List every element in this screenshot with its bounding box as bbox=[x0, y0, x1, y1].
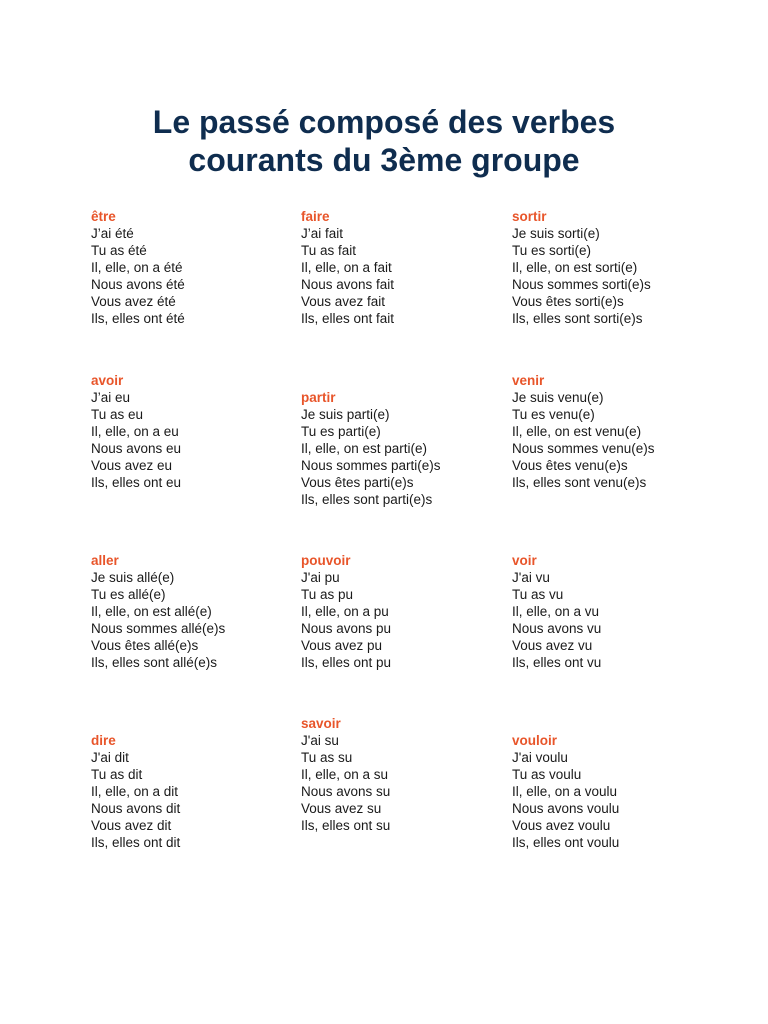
conjugation-line: Je suis sorti(e) bbox=[512, 226, 600, 241]
conjugation-line: Vous êtes venu(e)s bbox=[512, 458, 628, 473]
conjugation-line: Il, elle, on a pu bbox=[301, 604, 389, 619]
conjugation-line: Ils, elles sont allé(e)s bbox=[91, 655, 218, 670]
conjugation-line: Je suis parti(e) bbox=[301, 407, 390, 422]
conjugation-line: Tu as vu bbox=[512, 587, 564, 602]
conjugation-line: Vous êtes parti(e)s bbox=[301, 475, 414, 490]
conjugation-line: Tu es allé(e) bbox=[91, 587, 166, 602]
conjugation-line: Tu as su bbox=[301, 750, 353, 765]
conjugation-line: Il, elle, on est sorti(e) bbox=[512, 260, 638, 275]
verb-block-vouloir bbox=[512, 732, 752, 851]
conjugation-line: Vous avez su bbox=[301, 801, 382, 816]
conjugation-list bbox=[91, 389, 331, 491]
conjugation-line: Vous avez fait bbox=[301, 294, 386, 309]
conjugation-list bbox=[91, 225, 331, 327]
conjugation-list bbox=[512, 569, 752, 671]
verb-block-venir bbox=[512, 372, 752, 491]
verb-name: faire bbox=[301, 209, 330, 224]
conjugation-line: Nous sommes venu(e)s bbox=[512, 441, 655, 456]
verb-name: être bbox=[91, 209, 116, 224]
conjugation-line: Il, elle, on a eu bbox=[91, 424, 179, 439]
conjugation-line: Il, elle, on est venu(e) bbox=[512, 424, 642, 439]
conjugation-line: Ils, elles ont eu bbox=[91, 475, 182, 490]
conjugation-line: Vous avez voulu bbox=[512, 818, 611, 833]
conjugation-line: Ils, elles ont vu bbox=[512, 655, 602, 670]
conjugation-line: Ils, elles sont venu(e)s bbox=[512, 475, 647, 490]
conjugation-line: J'ai pu bbox=[301, 570, 340, 585]
conjugation-line: Vous avez pu bbox=[301, 638, 383, 653]
conjugation-line: Ils, elles sont sorti(e)s bbox=[512, 311, 643, 326]
conjugation-line: Je suis venu(e) bbox=[512, 390, 604, 405]
conjugation-line: J'ai vu bbox=[512, 570, 550, 585]
conjugation-line: Nous avons été bbox=[91, 277, 185, 292]
conjugation-line: Nous avons eu bbox=[91, 441, 182, 456]
conjugation-line: J'ai voulu bbox=[512, 750, 568, 765]
verb-block-avoir bbox=[91, 372, 331, 491]
verb-name: vouloir bbox=[512, 733, 558, 748]
conjugation-line: Nous avons su bbox=[301, 784, 391, 799]
conjugation-line: Il, elle, on est parti(e) bbox=[301, 441, 428, 456]
conjugation-line: Tu as eu bbox=[91, 407, 144, 422]
conjugation-line: Nous sommes allé(e)s bbox=[91, 621, 226, 636]
conjugation-list bbox=[91, 569, 331, 671]
page-title-line-1: Le passé composé des verbes bbox=[152, 104, 616, 140]
conjugation-line: Il, elle, on est allé(e) bbox=[91, 604, 212, 619]
verb-block-voir bbox=[512, 552, 752, 671]
conjugation-line: Tu as fait bbox=[301, 243, 357, 258]
conjugation-line: Nous sommes sorti(e)s bbox=[512, 277, 651, 292]
conjugation-line: Il, elle, on a vu bbox=[512, 604, 600, 619]
conjugation-line: Ils, elles ont fait bbox=[301, 311, 395, 326]
verb-name: venir bbox=[512, 373, 545, 388]
verb-block-dire bbox=[91, 732, 331, 851]
verb-name: savoir bbox=[301, 716, 341, 731]
conjugation-line: J'ai su bbox=[301, 733, 339, 748]
verb-name: avoir bbox=[91, 373, 124, 388]
conjugation-list bbox=[512, 749, 752, 851]
verb-block-partir bbox=[301, 389, 541, 508]
verb-block-sortir bbox=[512, 208, 752, 327]
conjugation-line: Tu as pu bbox=[301, 587, 354, 602]
verb-name: dire bbox=[91, 733, 116, 748]
conjugation-line: Il, elle, on a été bbox=[91, 260, 183, 275]
conjugation-line: Ils, elles ont dit bbox=[91, 835, 181, 850]
verb-name: voir bbox=[512, 553, 537, 568]
conjugation-line: Nous sommes parti(e)s bbox=[301, 458, 441, 473]
conjugation-line: Tu as voulu bbox=[512, 767, 582, 782]
page-title-line-2: courants du 3ème groupe bbox=[188, 142, 580, 178]
conjugation-list bbox=[301, 225, 541, 327]
verb-name: aller bbox=[91, 553, 119, 568]
conjugation-line: J’ai eu bbox=[91, 390, 131, 405]
conjugation-line: J’ai fait bbox=[301, 226, 344, 241]
conjugation-list bbox=[512, 225, 752, 327]
verb-block-aller bbox=[91, 552, 331, 671]
conjugation-line: J’ai été bbox=[91, 226, 134, 241]
conjugation-line: Ils, elles ont voulu bbox=[512, 835, 620, 850]
conjugation-line: Ils, elles ont su bbox=[301, 818, 391, 833]
conjugation-line: Il, elle, on a su bbox=[301, 767, 389, 782]
conjugation-list bbox=[301, 732, 541, 834]
verb-name: sortir bbox=[512, 209, 547, 224]
conjugation-line: Ils, elles sont parti(e)s bbox=[301, 492, 433, 507]
conjugation-line: Il, elle, on a voulu bbox=[512, 784, 618, 799]
verb-name: pouvoir bbox=[301, 553, 351, 568]
conjugation-line: Vous êtes allé(e)s bbox=[91, 638, 199, 653]
page-title bbox=[0, 103, 768, 179]
conjugation-line: Vous êtes sorti(e)s bbox=[512, 294, 624, 309]
conjugation-line: Nous avons dit bbox=[91, 801, 181, 816]
conjugation-line: J'ai dit bbox=[91, 750, 129, 765]
conjugation-line: Vous avez eu bbox=[91, 458, 173, 473]
conjugation-line: Ils, elles ont pu bbox=[301, 655, 392, 670]
conjugation-line: Tu as été bbox=[91, 243, 147, 258]
verb-block-savoir bbox=[301, 715, 541, 834]
verb-block-faire bbox=[301, 208, 541, 327]
verb-name: partir bbox=[301, 390, 336, 405]
conjugation-line: Tu es sorti(e) bbox=[512, 243, 592, 258]
conjugation-line: Tu as dit bbox=[91, 767, 143, 782]
verb-block-etre bbox=[91, 208, 331, 327]
conjugation-line: Nous avons fait bbox=[301, 277, 395, 292]
conjugation-line: Nous avons vu bbox=[512, 621, 602, 636]
conjugation-line: Il, elle, on a fait bbox=[301, 260, 392, 275]
conjugation-list bbox=[301, 406, 541, 508]
conjugation-line: Tu es parti(e) bbox=[301, 424, 381, 439]
conjugation-line: Vous avez dit bbox=[91, 818, 172, 833]
conjugation-list bbox=[91, 749, 331, 851]
conjugation-line: Nous avons pu bbox=[301, 621, 392, 636]
conjugation-line: Il, elle, on a dit bbox=[91, 784, 179, 799]
conjugation-line: Vous avez été bbox=[91, 294, 176, 309]
conjugation-line: Je suis allé(e) bbox=[91, 570, 175, 585]
conjugation-list bbox=[512, 389, 752, 491]
conjugation-line: Nous avons voulu bbox=[512, 801, 620, 816]
conjugation-line: Tu es venu(e) bbox=[512, 407, 595, 422]
conjugation-line: Vous avez vu bbox=[512, 638, 593, 653]
verb-block-pouvoir bbox=[301, 552, 541, 671]
conjugation-list bbox=[301, 569, 541, 671]
conjugation-line: Ils, elles ont été bbox=[91, 311, 185, 326]
